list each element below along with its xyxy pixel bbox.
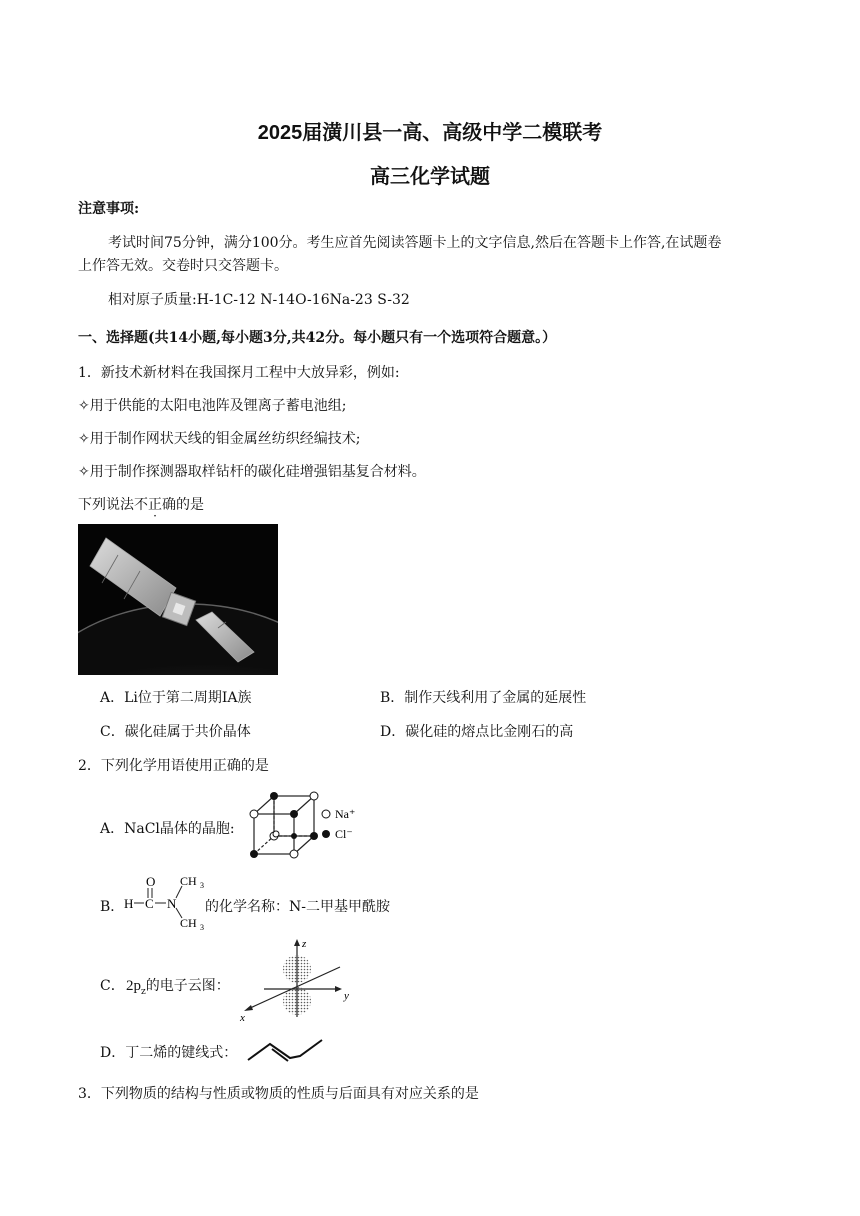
q1-prompt-a: 下列说法 [78,497,134,513]
q1-option-b: B．制作天线利用了金属的延展性 [380,690,587,706]
exam-subtitle: 高三化学试题 [370,166,490,188]
q1-bullet-3: ✧用于制作探测器取样钻杆的碳化硅增强铝基复合材料。 [78,464,426,480]
formula-n: N [167,896,177,911]
svg-text:3: 3 [200,923,204,932]
q2-option-b-text: 的化学名称：N-二甲基甲酰胺 [205,899,390,915]
q2-option-a-label: A．NaCl晶体的晶胞: [100,821,235,837]
q1-prompt-emphasis: 不正确 [134,497,176,513]
q1-bullet-1: ✧用于供能的太阳电池阵及锂离子蓄电池组; [78,398,347,414]
q2-option-d-label: D．丁二烯的键线式： [100,1045,238,1061]
notice-line-2: 上作答无效。交卷时只交答题卡。 [78,258,288,274]
notice-line-1: 考试时间75分钟，满分100分。考生应首先阅读答题卡上的文字信息,然后在答题卡上作答,在试题卷 [108,235,722,251]
atomic-masses: 相对原子质量:H-1C-12 N-14O-16Na-23 S-32 [108,292,410,308]
svg-text:3: 3 [200,881,204,890]
axis-y: y [344,990,349,1002]
orbital-name: 2p [126,978,141,994]
formula-ch3-top: CH [180,874,197,888]
q1-prompt [78,494,204,514]
q2-stem: 2．下列化学用语使用正确的是 [78,758,269,774]
orbital-label [126,975,230,997]
orbital-text: 的电子云图： [145,978,230,994]
q1-prompt-c: 的是 [176,497,204,513]
formula-h: H [124,896,134,911]
formula-c: C [145,896,154,911]
q1-option-a: A．Li位于第二周期IA族 [100,690,252,706]
butadiene-skeletal-formula [244,1034,326,1064]
axis-x: x [240,1012,245,1021]
exam-title: 2025届潢川县一高、高级中学二模联考 [257,122,603,144]
legend-cl: Cl⁻ [335,827,353,841]
q3-stem: 3．下列物质的结构与性质或物质的性质与后面具有对应关系的是 [78,1086,479,1102]
dmf-structure [120,872,206,932]
section-1-heading: 一、选择题(共14小题,每小题3分,共42分。每小题只有一个选项符合题意。） [78,330,557,346]
q1-bullet-2: ✧用于制作网状天线的钼金属丝纺织经编技术; [78,431,361,447]
q2-option-b-label: B． [100,899,125,915]
q1-stem: 1．新技术新材料在我国探月工程中大放异彩，例如: [78,365,400,381]
q1-option-c: C．碳化硅属于共价晶体 [100,724,251,740]
satellite-image [78,524,278,675]
q2-option-c-label: C． [100,978,125,994]
axis-z: z [302,938,307,950]
notice-heading: 注意事项: [78,201,140,217]
legend-na: Na⁺ [335,807,356,821]
formula-o: O [146,874,156,889]
q1-option-d: D．碳化硅的熔点比金刚石的高 [380,724,574,740]
pz-orbital-diagram [234,935,364,1021]
orbital-subscript: z [141,986,146,997]
formula-ch3-bottom: CH [180,916,197,930]
nacl-unit-cell-diagram [244,786,374,862]
